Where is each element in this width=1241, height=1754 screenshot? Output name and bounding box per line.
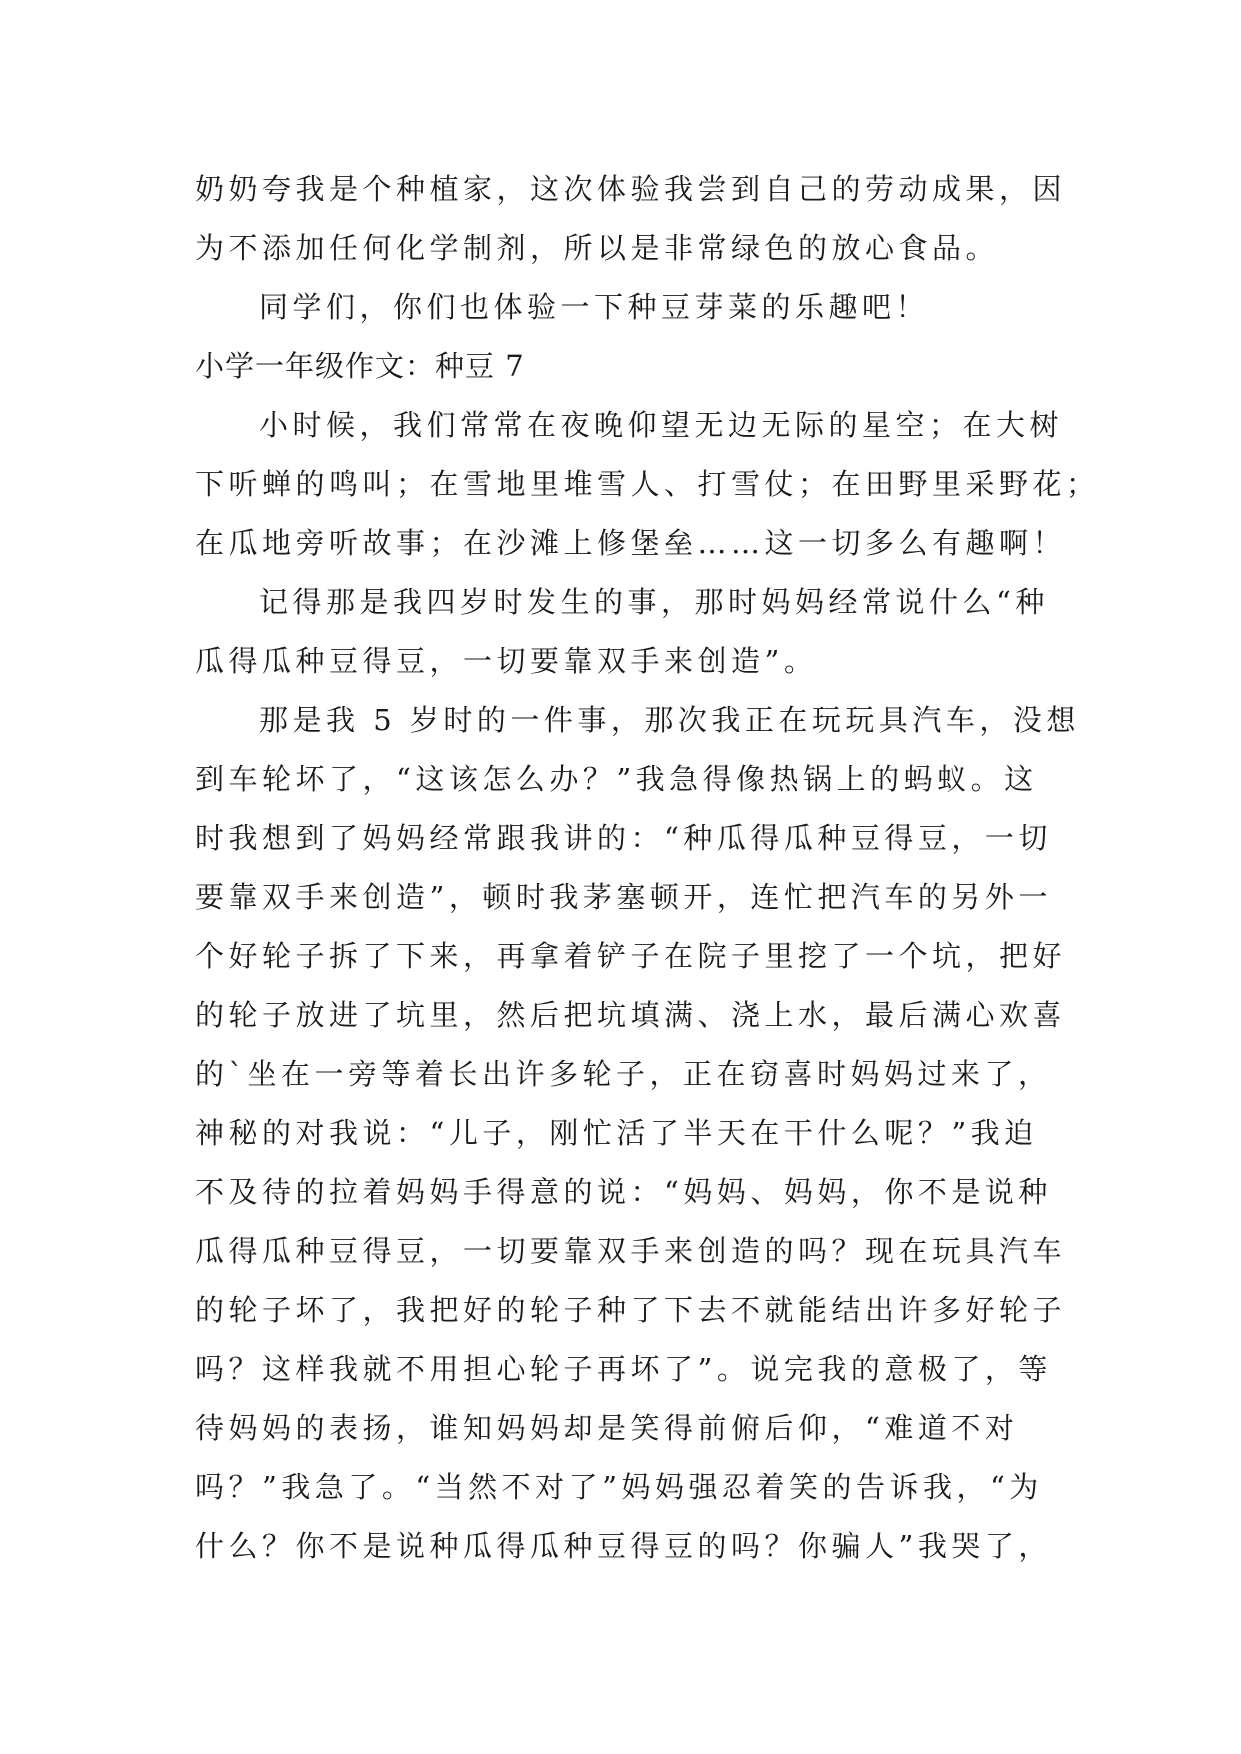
text-line: 到车轮坏了，“这该怎么办？”我急得像热锅上的蚂蚁。这 [195, 762, 1038, 796]
text-line: 的`坐在一旁等着长出许多轮子，正在窃喜时妈妈过来了， [195, 1057, 1052, 1091]
paragraph-first-line: 同学们，你们也体验一下种豆芽菜的乐趣吧！ [259, 290, 930, 324]
text-line: 要靠双手来创造”，顿时我茅塞顿开，连忙把汽车的另外一 [195, 880, 1052, 914]
text-line: 在瓜地旁听故事；在沙滩上修堡垒……这一切多么有趣啊！ [195, 526, 1067, 560]
text-line: 吗？”我急了。“当然不对了”妈妈强忍着笑的告诉我，“为 [195, 1470, 1043, 1504]
text-line: 奶奶夸我是个种植家，这次体验我尝到自己的劳动成果，因 [195, 172, 1067, 206]
text-line: 神秘的对我说：“儿子，刚忙活了半天在干什么呢？”我迫 [195, 1116, 1038, 1150]
paragraph-first-line: 那是我 5 岁时的一件事，那次我正在玩玩具汽车，没想 [259, 703, 1080, 737]
text-line: 个好轮子拆了下来，再拿着铲子在院子里挖了一个坑，把好 [195, 939, 1067, 973]
text-line: 为不添加任何化学制剂，所以是非常绿色的放心食品。 [195, 231, 1000, 265]
document-body [195, 160, 1100, 1576]
text-line: 时我想到了妈妈经常跟我讲的：“种瓜得瓜种豆得豆，一切 [195, 821, 1052, 855]
text-line: 瓜得瓜种豆得豆，一切要靠双手来创造”。 [195, 644, 818, 678]
text-line: 什么？你不是说种瓜得瓜种豆得豆的吗？你骗人”我哭了， [195, 1529, 1052, 1563]
text-line: 的轮子放进了坑里，然后把坑填满、浇上水，最后满心欢喜 [195, 998, 1067, 1032]
text-line: 待妈妈的表扬，谁知妈妈却是笑得前俯后仰，“难道不对 [195, 1411, 1019, 1445]
section-heading: 小学一年级作文：种豆 7 [195, 349, 525, 383]
text-line: 不及待的拉着妈妈手得意的说：“妈妈、妈妈，你不是说种 [195, 1175, 1052, 1209]
text-line: 下听蝉的鸣叫；在雪地里堆雪人、打雪仗；在田野里采野花； [195, 467, 1100, 501]
text-line: 的轮子坏了，我把好的轮子种了下去不就能结出许多好轮子 [195, 1293, 1067, 1327]
text-line: 吗？这样我就不用担心轮子再坏了”。说完我的意极了，等 [195, 1352, 1052, 1386]
paragraph-first-line: 记得那是我四岁时发生的事，那时妈妈经常说什么“种 [259, 585, 1049, 619]
paragraph-first-line: 小时候，我们常常在夜晚仰望无边无际的星空；在大树 [259, 408, 1064, 442]
text-line: 瓜得瓜种豆得豆，一切要靠双手来创造的吗？现在玩具汽车 [195, 1234, 1067, 1268]
